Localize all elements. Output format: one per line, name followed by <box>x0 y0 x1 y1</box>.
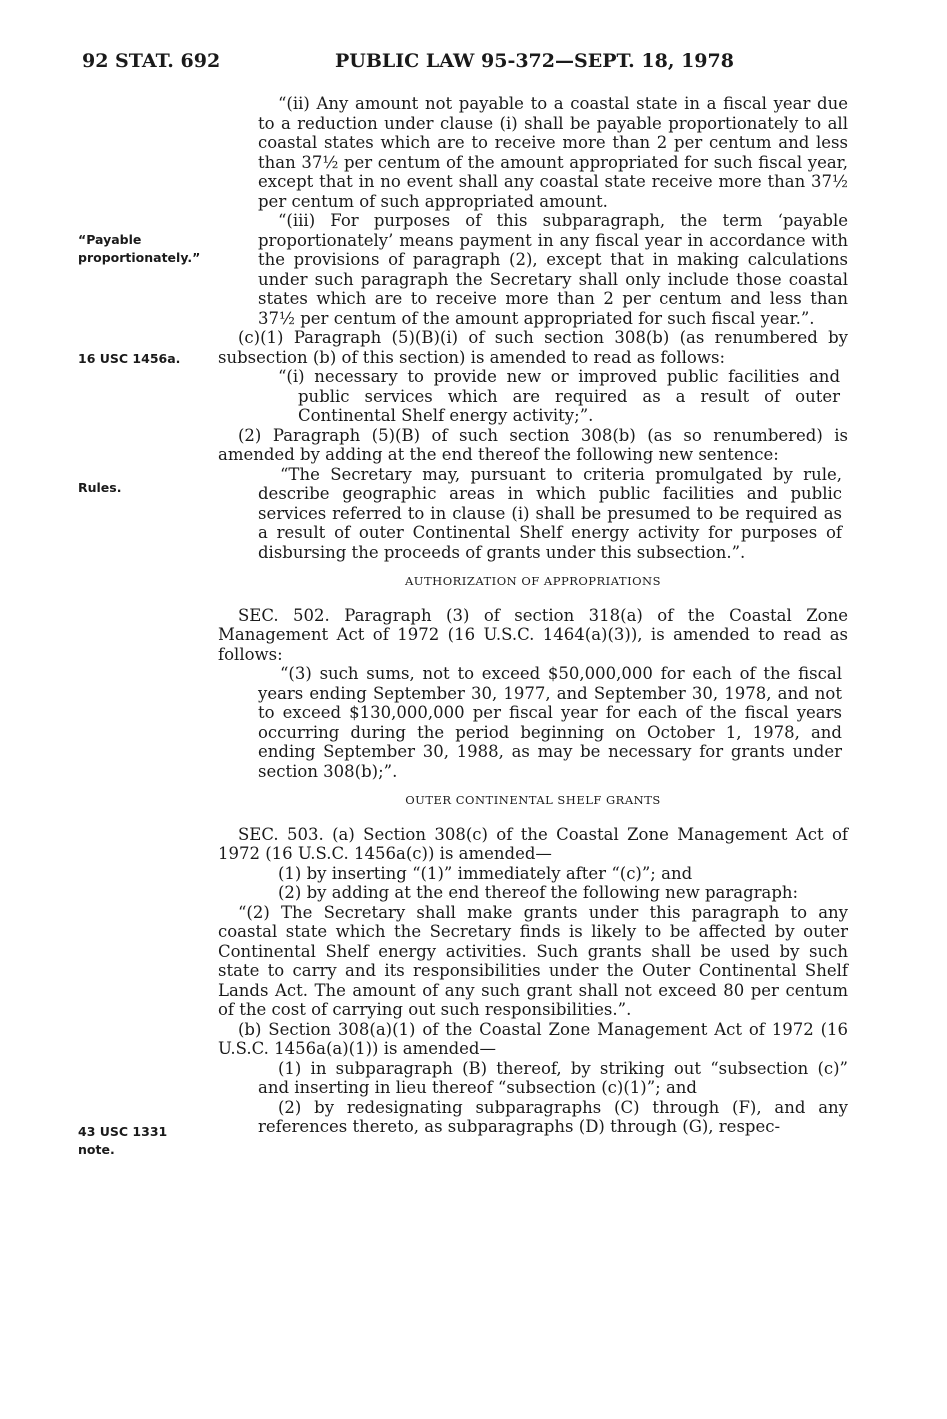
clause-iii: “(iii) For purposes of this subparagraph, the term ‘payable proportionately’ means payment in any fiscal year in accordance with the provisions of paragraph (2), except that in making calculations under such paragraph the Secretary shall only include those coastal states which are to receive more than 2 per centum and less than 37½ per centum of the amount appropriated for such fiscal year.”. <box>258 211 848 328</box>
body-text <box>218 94 848 1137</box>
subsection-c-1-quote: “(i) necessary to provide new or improved public facilities and public services which are required as a result of outer Continental Shelf energy activity;”. <box>278 367 840 425</box>
section-503-a-1: (1) by inserting “(1)” immediately after “(c)”; and <box>278 863 693 883</box>
subsection-c-1: (c)(1) Paragraph (5)(B)(i) of such section 308(b) (as renumbered by subsection (b) of this section) is amended to read as follows: <box>218 328 848 367</box>
section-503-b-2: (2) by redesignating subparagraphs (C) through (F), and any references thereto, as subparagraphs (D) through (G), respec- <box>258 1097 848 1136</box>
section-502-quote: “(3) such sums, not to exceed $50,000,000 for each of the fiscal years ending September 30, 1977, and September 30, 1978, and not to exceed $130,000,000 per fiscal year for each of the fiscal years occurring during the period beginning on October 1, 1978, and ending September 30, 1988, as may be necessary for grants under section 308(b);”. <box>258 664 842 781</box>
margin-note-payable-1: “Payable <box>78 232 142 247</box>
clause-ii: “(ii) Any amount not payable to a coastal state in a fiscal year due to a reduction under clause (i) shall be payable proportionately to all coastal states which are to receive more than 2 per centum and less than 37½ per centum of the amount appropriated for such fiscal year, except that in no event shall any coastal state receive more than 37½ per centum of such appropriated amount. <box>258 94 848 211</box>
section-503-a-quote: “(2) The Secretary shall make grants under this paragraph to any coastal state which the Secretary finds is likely to be affected by outer Continental Shelf energy activities. Such grants shall be used by such state to carry and its responsibilities under the Outer Continental Shelf Lands Act. The amount of any such grant shall not exceed 80 per centum of the cost of carrying out such responsibilities.”. <box>218 902 848 1019</box>
section-503-a: SEC. 503. (a) Section 308(c) of the Coastal Zone Management Act of 1972 (16 U.S.C. 1456a(c)) is amended— <box>218 824 848 863</box>
page-header <box>0 50 947 80</box>
subsection-c-2-quote: “The Secretary may, pursuant to criteria promulgated by rule, describe geographic areas in which public facilities and public services referred to in clause (i) shall be presumed to be required as a result of outer Continental Shelf energy activity for purposes of disbursing the proceeds of grants under this subsection.”. <box>258 464 842 562</box>
section-503-a-2: (2) by adding at the end thereof the following new paragraph: <box>278 883 799 902</box>
heading-authorization: AUTHORIZATION OF APPROPRIATIONS <box>405 574 661 588</box>
subsection-c-2: (2) Paragraph (5)(B) of such section 308(b) (as so renumbered) is amended by adding at the end thereof the following new sentence: <box>218 425 848 464</box>
margin-note-usc-1456a: 16 USC 1456a. <box>78 351 181 366</box>
running-title: PUBLIC LAW 95-372—SEPT. 18, 1978 <box>335 50 734 72</box>
heading-ocs-grants: OUTER CONTINENTAL SHELF GRANTS <box>405 793 661 807</box>
section-502: SEC. 502. Paragraph (3) of section 318(a) of the Coastal Zone Management Act of 1972 (16 U.S.C. 1464(a)(3)), is amended to read as follows: <box>218 605 848 664</box>
margin-note-usc-1331: 43 USC 1331 <box>78 1124 168 1139</box>
margin-note-rules: Rules. <box>78 480 122 495</box>
statute-citation: 92 STAT. 692 <box>82 50 221 72</box>
margin-note-usc-1331-note: note. <box>78 1142 115 1157</box>
section-503-b: (b) Section 308(a)(1) of the Coastal Zone Management Act of 1972 (16 U.S.C. 1456a(a)(1)) is amended— <box>218 1019 848 1058</box>
section-503-b-1: (1) in subparagraph (B) thereof, by striking out “subsection (c)” and inserting in lieu thereof “subsection (c)(1)”; and <box>258 1058 848 1097</box>
margin-note-payable-2: proportionately.” <box>78 250 201 265</box>
